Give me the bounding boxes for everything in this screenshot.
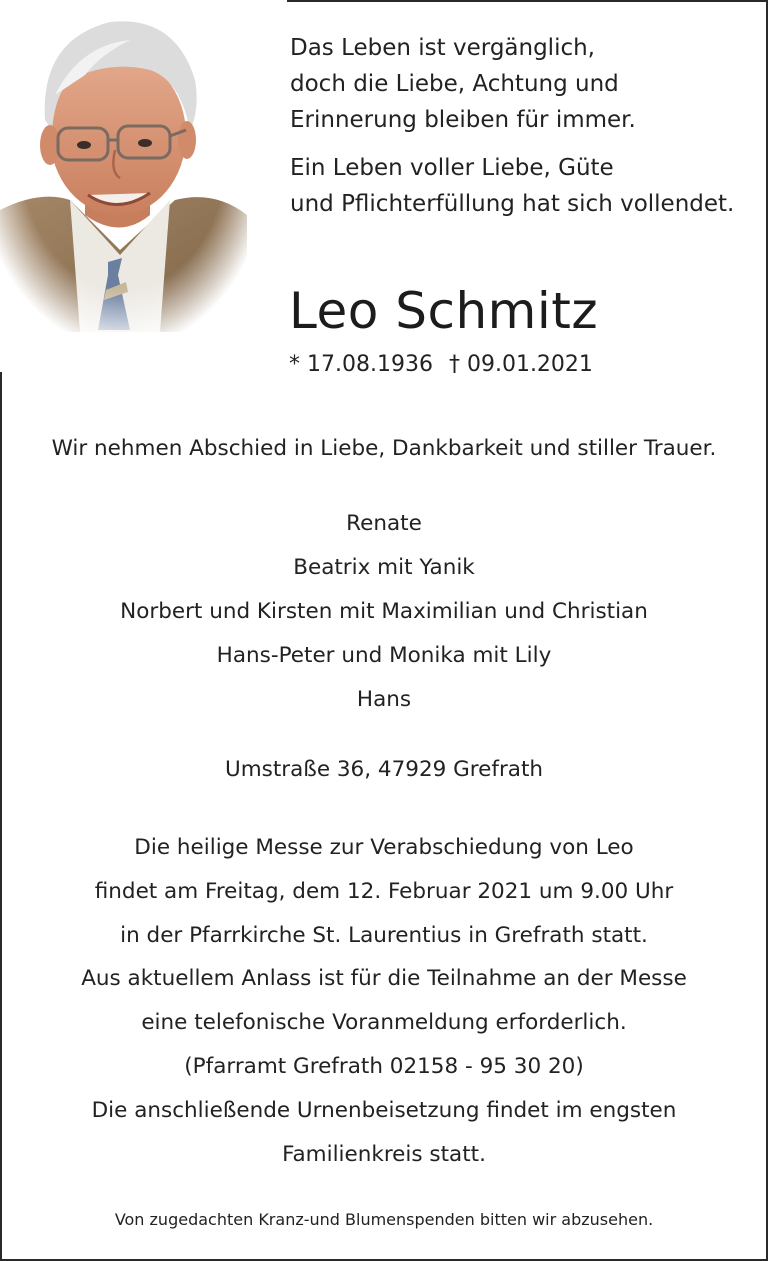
family-list (2, 502, 766, 722)
notice-line: eine telefonische Voranmeldung erforderlich. (141, 1010, 627, 1035)
mass-line: Die heilige Messe zur Verabschiedung von Leo (134, 835, 634, 860)
family-member: Hans (356, 687, 412, 712)
quote-line: doch die Liebe, Achtung und (290, 71, 619, 97)
quote-line: und Pflichterfüllung hat sich vollendet. (290, 191, 735, 217)
birth-date: * 17.08.1936 (289, 352, 433, 377)
mass-info (2, 826, 766, 958)
quote-line: Erinnerung bleiben für immer. (290, 107, 636, 133)
quote-line: Ein Leben voller Liebe, Güte (290, 155, 614, 181)
footer-note: Von zugedachten Kranz-und Blumenspenden bitten wir abzusehen. (114, 1210, 654, 1229)
life-dates (289, 350, 593, 380)
address: Umstraße 36, 47929 Grefrath (224, 757, 544, 782)
portrait-photo (0, 0, 247, 332)
quote-line: Das Leben ist vergänglich, (290, 35, 595, 61)
family-member: Beatrix mit Yanik (293, 555, 475, 580)
family-member: Norbert und Kirsten mit Maximilian und Christian (120, 599, 648, 624)
family-member: Hans-Peter und Monika mit Lily (216, 643, 552, 668)
quote-stanza-1 (290, 30, 760, 138)
deceased-name: Leo Schmitz (289, 282, 599, 340)
death-date: † 09.01.2021 (448, 352, 593, 377)
family-member: Renate (346, 511, 422, 536)
quote-stanza-2 (290, 150, 760, 222)
notice-line: Familienkreis statt. (282, 1142, 486, 1167)
notice-line: Die anschließende Urnenbeisetzung findet im engsten (91, 1098, 677, 1123)
mass-line: in der Pfarrkirche St. Laurentius in Grefrath statt. (120, 923, 648, 948)
memorial-quote (290, 30, 760, 222)
mass-line: findet am Freitag, dem 12. Februar 2021 um 9.00 Uhr (94, 879, 674, 904)
notice-info (2, 957, 766, 1177)
notice-line: Aus aktuellem Anlass ist für die Teilnahme an der Messe (81, 966, 687, 991)
frame-top-line (287, 0, 768, 2)
notice-line: (Pfarramt Grefrath 02158 - 95 30 20) (184, 1054, 584, 1079)
farewell-text: Wir nehmen Abschied in Liebe, Dankbarkeit und stiller Trauer. (51, 436, 717, 461)
